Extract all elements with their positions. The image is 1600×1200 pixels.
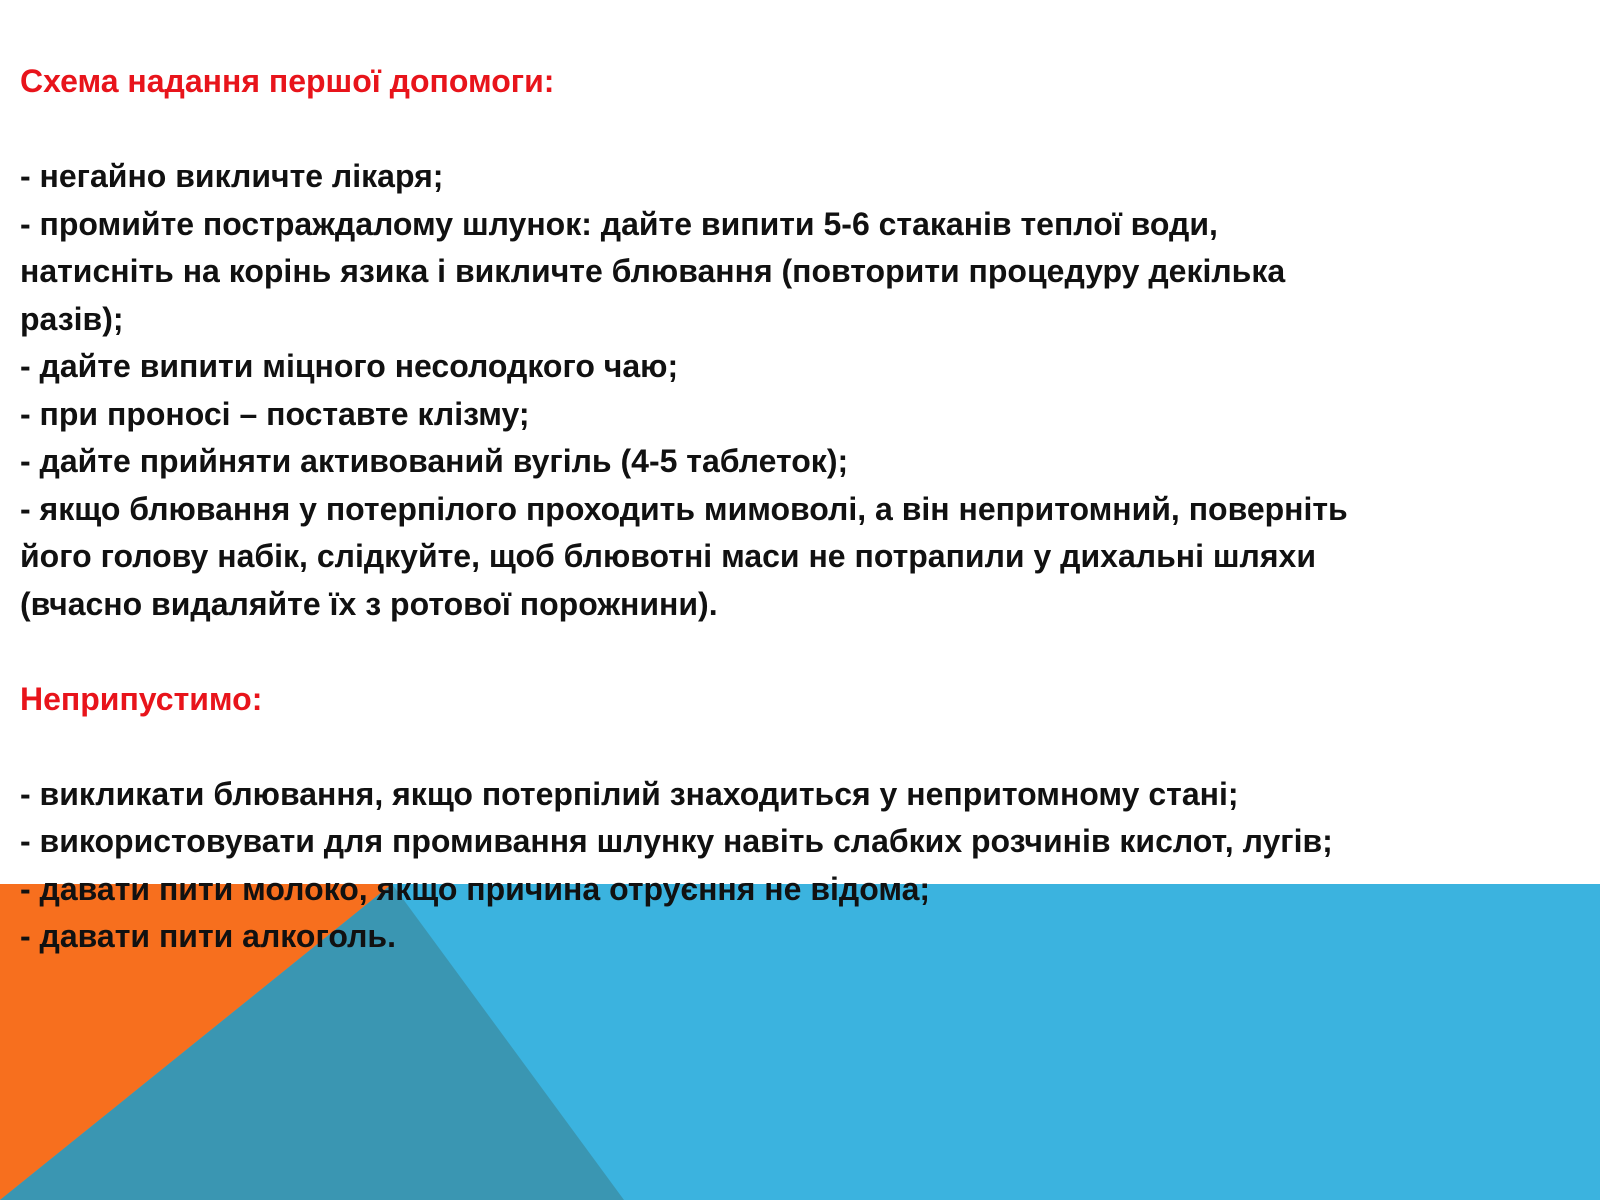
prohibited-section — [20, 676, 1580, 961]
first-aid-line: натисніть на корінь язика і викличте блювання (повторити процедуру декілька — [20, 253, 1286, 289]
spacer — [20, 723, 1580, 771]
first-aid-line: - дайте прийняти активований вугіль (4-5 таблеток); — [20, 443, 849, 479]
prohibited-line: - викликати блювання, якщо потерпілий знаходиться у непритомному стані; — [20, 775, 1239, 812]
first-aid-line: - якщо блювання у потерпілого проходить мимоволі, а він непритомний, поверніть — [20, 490, 1348, 527]
prohibited-line: - давати пити алкоголь. — [20, 918, 396, 954]
slide-body — [20, 58, 1580, 961]
prohibited-heading: Неприпустимо: — [20, 680, 263, 717]
first-aid-section — [20, 58, 1580, 628]
first-aid-line: - негайно викличте лікаря; — [20, 158, 444, 194]
spacer — [20, 628, 1580, 676]
first-aid-heading: Схема надання першої допомоги: — [20, 63, 555, 99]
spacer — [20, 106, 1580, 154]
first-aid-line: - промийте постраждалому шлунок: дайте випити 5-6 стаканів теплої води, — [20, 205, 1218, 242]
first-aid-line: - дайте випити міцного несолодкого чаю; — [20, 348, 679, 384]
first-aid-line: (вчасно видаляйте їх з ротової порожнини). — [20, 585, 718, 622]
prohibited-line: - використовувати для промивання шлунку навіть слабких розчинів кислот, лугів; — [20, 823, 1333, 859]
first-aid-line: - при проносі – поставте клізму; — [20, 395, 530, 432]
first-aid-line: разів); — [20, 300, 124, 337]
prohibited-line: - давати пити молоко, якщо причина отруєння не відома; — [20, 870, 931, 907]
first-aid-line: його голову набік, слідкуйте, щоб блювотні маси не потрапили у дихальні шляхи — [20, 538, 1316, 574]
